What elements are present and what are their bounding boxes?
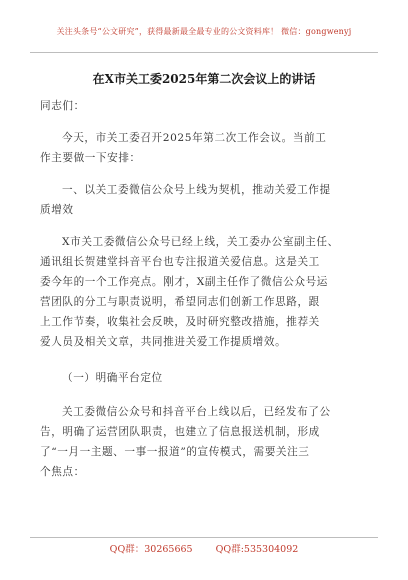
section1-body: [40, 232, 370, 352]
footer-qq-group-1: QQ群：30265665: [109, 544, 193, 555]
header-divider: [30, 52, 378, 53]
subsection1-body: [40, 402, 370, 482]
footer-qq-group-2: QQ群:535304092: [215, 544, 299, 555]
subsection1-body-line: 了“一月一主题、一事一报道”的宣传模式，需要关注三: [40, 446, 310, 458]
section1-heading-line: 一、以关工委微信公众号上线为契机，推动关爱工作提: [62, 184, 331, 196]
section1-body-line: 营团队的分工与职责说明，希望同志们创新工作思路，跟: [40, 296, 320, 308]
subsection1-heading-line: （一）明确平台定位: [62, 372, 163, 384]
footer-divider: [30, 537, 378, 538]
section1-body-line: 上工作节奏，收集社会反映，及时研究整改措施，推荐关: [40, 316, 320, 328]
intro-line: 今天，市关工委召开2025年第二次工作会议。当前工: [62, 132, 327, 144]
intro-paragraph: [40, 128, 370, 168]
section1-heading-line: 质增效: [40, 204, 74, 216]
intro-line: 作主要做一下安排：: [40, 152, 141, 164]
section1-heading: [40, 180, 370, 220]
salutation: [40, 96, 370, 116]
subsection1-heading: [40, 368, 370, 388]
section1-body-line: 爱人员及相关文章，共同推进关爱工作提质增效。: [40, 336, 287, 348]
section1-body-line: X市关工委微信公众号已经上线，关工委办公室副主任、: [62, 236, 339, 248]
subsection1-body-line: 关工委微信公众号和抖音平台上线以后，已经发布了公: [62, 406, 331, 418]
subsection1-body-line: 个焦点：: [40, 466, 85, 478]
section1-body-line: 通讯组长贺建堂抖音平台也专注报道关爱信息。这是关工: [40, 256, 320, 268]
document-title: 在X市关工委2025年第二次会议上的讲话: [92, 72, 316, 86]
header-banner: 关注头条号“公文研究”，获得最新最全最专业的公文资料库！ 微信：gongwenyj: [56, 27, 352, 36]
subsection1-body-line: 告，明确了运营团队职责，也建立了信息报送机制，形成: [40, 426, 320, 438]
section1-body-line: 委今年的一个工作亮点。刚才，X副主任作了微信公众号运: [40, 276, 328, 288]
salutation-line: 同志们：: [40, 100, 85, 112]
footer: [0, 541, 408, 555]
